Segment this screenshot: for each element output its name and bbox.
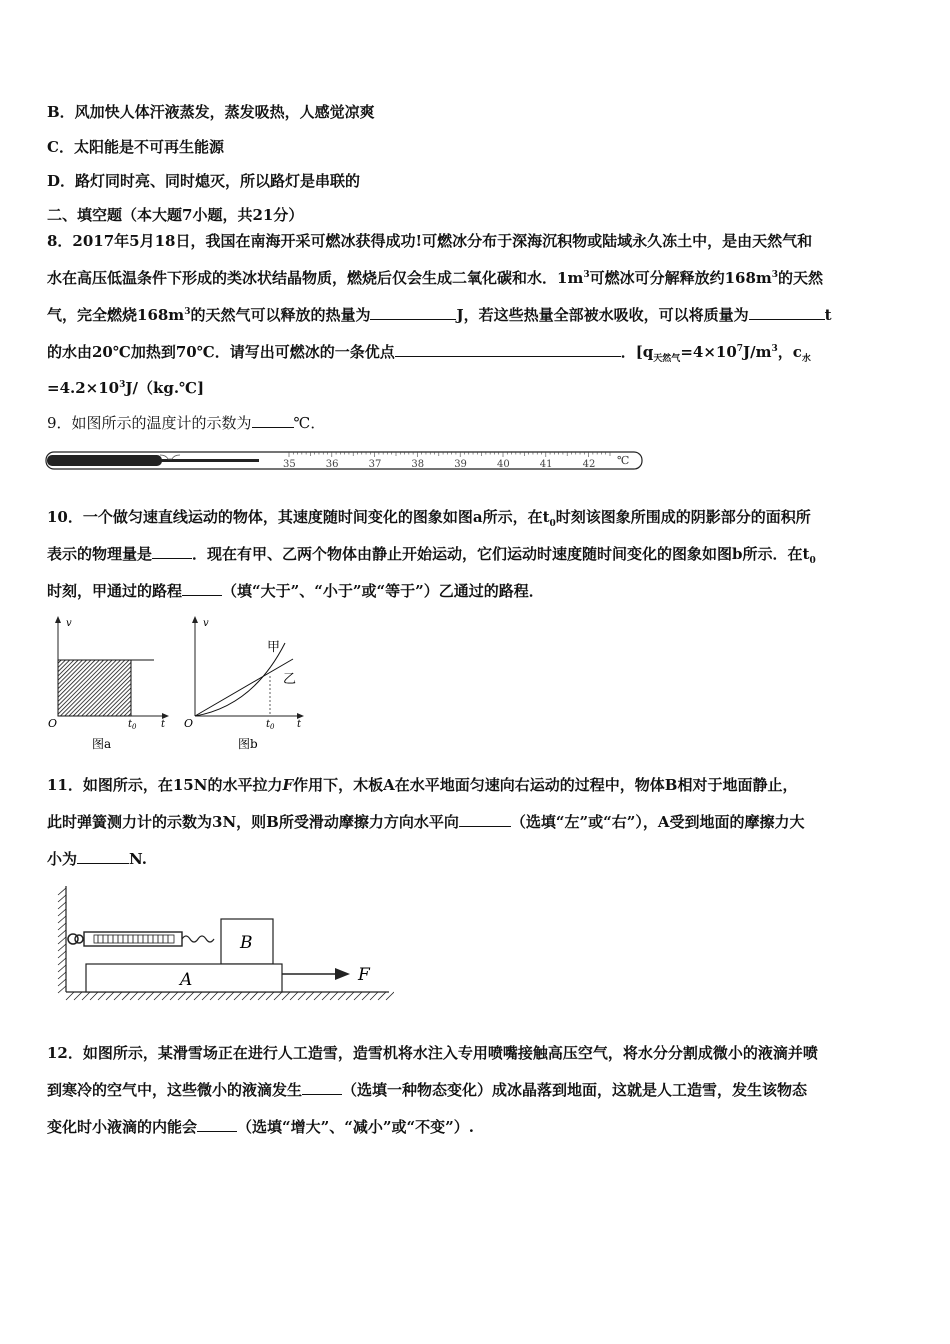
ground-hatch-line [378, 992, 386, 1000]
q8-text: 可燃冰可分解释放约168m [589, 269, 772, 287]
thermometer-scale-label: 41 [539, 459, 553, 470]
wall-hatch-line [58, 930, 66, 937]
q10-text: 10．一个做匀速直线运动的物体，其速度随时间变化的图象如图a所示，在t [47, 508, 550, 526]
spring-scale-hook [75, 935, 83, 943]
ground-hatch-line [170, 992, 178, 1000]
ground-hatch-line [138, 992, 146, 1000]
q10-line-2 [47, 544, 816, 564]
q10-text: （填“大于”、“小于”或“等于”）乙通过的路程． [222, 582, 544, 600]
q8-text: ．[q [620, 343, 654, 361]
wall-hatch-line [58, 888, 66, 895]
thermometer-scale-label: 39 [454, 459, 467, 470]
wall-hatch-line [58, 916, 66, 923]
q12-line-1: 12．如图所示，某滑雪场正在进行人工造雪，造雪机将水注入专用喷嘴接触高压空气，将水分分割成微小的液滴并喷 [47, 1044, 818, 1062]
ground-hatch-line [306, 992, 314, 1000]
option-c: C．太阳能是不可再生能源 [47, 138, 224, 156]
q10-blank-quantity[interactable] [152, 544, 192, 559]
q8-text: 水在高压低温条件下形成的类冰状结晶物质，燃烧后仅会生成二氧化碳和水．1m [47, 269, 584, 287]
q12-text: 变化时小液滴的内能会 [47, 1118, 198, 1136]
wall-hatch-line [58, 909, 66, 916]
thermometer-scale-label: 36 [325, 459, 339, 470]
q10-text: 时刻该图象所围成的阴影部分的面积所 [555, 508, 811, 526]
ground-hatch-line [90, 992, 98, 1000]
ground-hatch-line [114, 992, 122, 1000]
wall-hatch-line [58, 944, 66, 951]
q12-line-2 [47, 1080, 807, 1100]
wall-hatch-line [58, 986, 66, 993]
ground-hatch-line [106, 992, 114, 1000]
q10-text: 时刻，甲通过的路程 [47, 582, 183, 600]
ground-hatch-line [274, 992, 282, 1000]
graph-a [44, 613, 174, 758]
q10-text: 表示的物理量是 [47, 545, 153, 563]
q10-line-1 [47, 507, 811, 527]
q10-line-3 [47, 581, 544, 601]
q10-sub: 0 [809, 556, 816, 566]
thermometer-scale-label: 42 [582, 459, 596, 470]
q8-sub: 天然气 [653, 354, 681, 364]
ground-hatch-line [74, 992, 82, 1000]
q10-blank-compare[interactable] [182, 581, 222, 596]
ground-hatch-line [210, 992, 218, 1000]
ground-hatch-line [162, 992, 170, 1000]
graph-b [183, 613, 313, 758]
ground-hatch-line [154, 992, 162, 1000]
q12-text: （选填“增大”、“减小”或“不变”）. [237, 1118, 475, 1136]
wall-hatch-line [58, 965, 66, 972]
wall-hatch-line [58, 972, 66, 979]
ground-hatch-line [346, 992, 354, 1000]
option-d: D．路灯同时亮、同时熄灭，所以路灯是串联的 [47, 172, 361, 190]
graph-b-v-label: v [203, 618, 209, 629]
q11-line-2 [47, 812, 805, 832]
q11-blank-direction[interactable] [459, 812, 511, 827]
q8-sup: 3 [771, 344, 778, 354]
option-b: B．风加快人体汗液蒸发，蒸发吸热，人感觉凉爽 [47, 103, 375, 121]
graph-a-t0-label: $t_0$ [128, 719, 137, 731]
q8-text: =4.2×10 [47, 379, 120, 397]
wall-hatch-line [58, 958, 66, 965]
thermometer-scale-label: 40 [497, 459, 510, 470]
thermometer-scale-label: 35 [283, 459, 296, 470]
graph-b-caption: 图b [238, 737, 258, 751]
ground-hatch-line [362, 992, 370, 1000]
q10-text: ．现在有甲、乙两个物体由静止开始运动，它们运动时速度随时间变化的图象如图b所示．在t [192, 545, 810, 563]
wall-hatch-line [58, 979, 66, 986]
graph-a-v-label: v [66, 618, 72, 629]
thermometer-figure [44, 446, 646, 476]
ground-hatch-line [258, 992, 266, 1000]
graph-a-shaded-area [58, 660, 131, 716]
ground-hatch-line [354, 992, 362, 1000]
graph-b-yi-label: 乙 [283, 672, 297, 687]
q9-blank[interactable] [252, 413, 294, 428]
ground-hatch-line [338, 992, 346, 1000]
q8-text: J/m [743, 343, 772, 361]
q11-text: 11．如图所示，在15N的水平拉力 [47, 776, 283, 794]
q8-text: 的天然 [778, 269, 824, 287]
graph-b-t0-label: $t_0$ [266, 719, 275, 731]
ground-hatch-line [146, 992, 154, 1000]
q11-line-1 [47, 775, 797, 795]
wall-hatching [58, 888, 66, 993]
ground-hatch-line [330, 992, 338, 1000]
ground-hatch-line [290, 992, 298, 1000]
thermometer-scale-label: 37 [368, 459, 382, 470]
ground-hatch-line [298, 992, 306, 1000]
q8-sup: 7 [736, 344, 744, 354]
ground-hatch-line [202, 992, 210, 1000]
ground-hatch-line [122, 992, 130, 1000]
thermometer-bulb [47, 455, 162, 466]
ground-hatching [66, 992, 394, 1000]
ground-hatch-line [266, 992, 274, 1000]
graph-b-v-arrow [192, 616, 198, 623]
q9-text-a: 9．如图所示的温度计的示数为 [47, 414, 252, 432]
q8-line-3 [47, 305, 832, 325]
ground-hatch-line [250, 992, 258, 1000]
q11-blank-friction[interactable] [77, 849, 129, 864]
q8-text: ，c [777, 343, 802, 361]
q9-text-b: ℃． [293, 414, 326, 432]
q11-text: N. [129, 850, 147, 868]
graph-b-jia-label: 甲 [267, 640, 281, 655]
q8-text: J，若这些热量全部被水吸收，可以将质量为 [456, 306, 749, 324]
graph-b-line-yi [195, 659, 293, 716]
board-a-label: A [180, 970, 193, 990]
friction-figure [44, 882, 394, 1006]
thermometer-scale-label: 38 [411, 459, 425, 470]
graph-a-t-label: t [161, 719, 166, 730]
q8-text: 的天然气可以释放的热量为 [190, 306, 371, 324]
wall-hatch-line [58, 895, 66, 902]
ground-hatch-line [386, 992, 394, 1000]
force-label: F [358, 965, 370, 985]
q11-text: 此时弹簧测力计的示数为3N，则B所受滑动摩擦力方向水平向 [47, 813, 459, 831]
q12-text: 到寒冷的空气中，这些微小的液滴发生 [47, 1081, 303, 1099]
spring-hook [182, 936, 214, 942]
q11-line-3 [47, 849, 147, 869]
ground-hatch-line [322, 992, 330, 1000]
q10-sub: 0 [549, 519, 556, 529]
q11-text: 小为 [47, 850, 78, 868]
q8-text: 气，完全燃烧168m [47, 306, 185, 324]
ground-hatch-line [82, 992, 90, 1000]
q8-blank-heat[interactable] [370, 305, 456, 320]
q8-line-1: 8．2017年5月18日，我国在南海开采可燃冰获得成功!可燃冰分布于深海沉积物或陆域永久冻土中，是由天然气和 [47, 232, 813, 250]
graph-b-origin: O [184, 717, 194, 730]
spring-scale-slot [94, 935, 174, 943]
q8-sup: 3 [119, 380, 126, 390]
wall-hatch-line [58, 937, 66, 944]
q11-text: （选填“左”或“右”），A受到地面的摩擦力大 [510, 813, 805, 831]
ground-hatch-line [178, 992, 186, 1000]
q11-text: 作用下，木板A在水平地面匀速向右运动的过程中，物体B相对于地面静止， [293, 776, 798, 794]
q11-force-symbol: F [282, 776, 294, 794]
ground-hatch-line [130, 992, 138, 1000]
ground-hatch-line [98, 992, 106, 1000]
wall-hatch-line [58, 923, 66, 930]
graph-a-origin: O [48, 717, 58, 730]
section-2-title: 二、填空题（本大题7小题，共21分） [47, 206, 304, 224]
ground-hatch-line [314, 992, 322, 1000]
ground-hatch-line [234, 992, 242, 1000]
ground-hatch-line [186, 992, 194, 1000]
q8-blank-mass[interactable] [749, 305, 825, 320]
ground-hatch-line [226, 992, 234, 1000]
q12-text: （选填一种物态变化）成冰晶落到地面，这就是人工造雪，发生该物态 [342, 1081, 808, 1099]
q8-line-2 [47, 268, 823, 288]
q8-blank-advantage[interactable] [395, 342, 621, 357]
q8-text: 的水由20℃加热到70℃．请写出可燃冰的一条优点 [47, 343, 395, 361]
ground-hatch-line [370, 992, 378, 1000]
q8-sub: 水 [801, 354, 811, 364]
q8-line-5 [47, 378, 204, 398]
force-arrowhead [335, 968, 350, 980]
graph-a-v-arrow [55, 616, 61, 623]
ground-hatch-line [194, 992, 202, 1000]
q8-text: =4×10 [680, 343, 737, 361]
ground-hatch-line [66, 992, 74, 1000]
ground-hatch-line [282, 992, 290, 1000]
block-b-label: B [240, 933, 253, 953]
graph-b-t-label: t [297, 719, 302, 730]
q8-text: t [824, 306, 832, 324]
graph-a-caption: 图a [92, 737, 112, 751]
q12-blank-energy[interactable] [197, 1117, 237, 1132]
q8-sup: 3 [771, 270, 779, 280]
q8-sup: 3 [583, 270, 590, 280]
wall-hatch-line [58, 902, 66, 909]
q12-line-3 [47, 1117, 474, 1137]
thermometer-unit: ℃ [617, 454, 630, 467]
q8-text: J/（kg.℃] [125, 379, 205, 397]
ground-hatch-line [242, 992, 250, 1000]
q8-line-4 [47, 342, 811, 362]
q12-blank-change[interactable] [302, 1080, 342, 1095]
ground-hatch-line [218, 992, 226, 1000]
q9-text [47, 413, 325, 433]
wall-hatch-line [58, 951, 66, 958]
q8-sup: 3 [184, 307, 191, 317]
